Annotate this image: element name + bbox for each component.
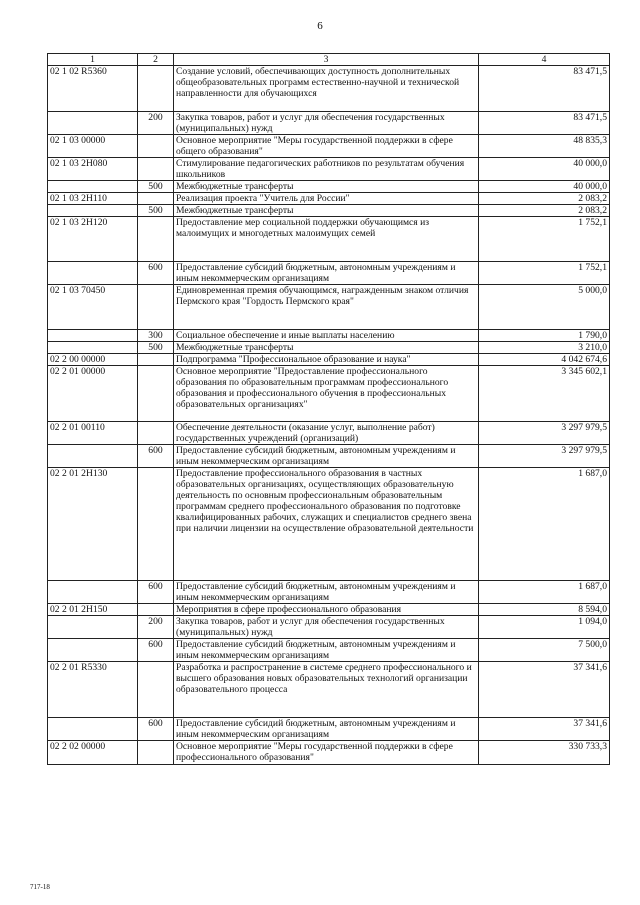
row-code: 02 1 02 R5360 bbox=[48, 66, 138, 112]
row-code bbox=[48, 112, 138, 135]
row-amount: 1 752,1 bbox=[479, 262, 610, 285]
footer-code: 717-18 bbox=[30, 883, 50, 891]
row-amount: 8 594,0 bbox=[479, 604, 610, 616]
table-row bbox=[48, 112, 610, 135]
row-name: Межбюджетные трансферты bbox=[174, 342, 479, 354]
column-header: 1 bbox=[48, 54, 138, 66]
row-amount: 2 083,2 bbox=[479, 193, 610, 205]
row-name: Стимулирование педагогических работников по результатам обучения школьников bbox=[174, 158, 479, 181]
row-code: 02 2 01 R5330 bbox=[48, 662, 138, 718]
table-row bbox=[48, 354, 610, 366]
table-row bbox=[48, 662, 610, 718]
table-row bbox=[48, 342, 610, 354]
row-expense-type bbox=[138, 66, 174, 112]
row-amount: 48 835,3 bbox=[479, 135, 610, 158]
row-expense-type: 600 bbox=[138, 581, 174, 604]
row-amount: 1 094,0 bbox=[479, 616, 610, 639]
row-amount: 83 471,5 bbox=[479, 66, 610, 112]
row-name: Основное мероприятие "Предоставление профессионального образования по образовательным программам профессионального образования и профессионального обучения в профессиональных образовательных организациях" bbox=[174, 366, 479, 422]
row-code: 02 2 01 00000 bbox=[48, 366, 138, 422]
row-expense-type: 500 bbox=[138, 342, 174, 354]
row-expense-type: 200 bbox=[138, 616, 174, 639]
row-name: Предоставление субсидий бюджетным, автономным учреждениям и иным некоммерческим организациям bbox=[174, 445, 479, 468]
table-row bbox=[48, 181, 610, 193]
row-code bbox=[48, 330, 138, 342]
row-name: Реализация проекта "Учитель для России" bbox=[174, 193, 479, 205]
table-row bbox=[48, 366, 610, 422]
budget-table bbox=[47, 53, 610, 765]
row-code: 02 2 01 2Н130 bbox=[48, 468, 138, 581]
row-amount: 37 341,6 bbox=[479, 718, 610, 741]
row-expense-type bbox=[138, 366, 174, 422]
row-name: Предоставление субсидий бюджетным, автономным учреждениям и иным некоммерческим организациям bbox=[174, 581, 479, 604]
row-amount: 7 500,0 bbox=[479, 639, 610, 662]
row-code bbox=[48, 639, 138, 662]
row-expense-type: 500 bbox=[138, 205, 174, 217]
row-amount: 1 790,0 bbox=[479, 330, 610, 342]
row-name: Подпрограмма "Профессиональное образование и наука" bbox=[174, 354, 479, 366]
page-number: 6 bbox=[317, 20, 323, 32]
row-code bbox=[48, 616, 138, 639]
row-code bbox=[48, 262, 138, 285]
row-expense-type: 200 bbox=[138, 112, 174, 135]
row-name: Обеспечение деятельности (оказание услуг, выполнение работ) государственных учреждений (организаций) bbox=[174, 422, 479, 445]
row-expense-type bbox=[138, 422, 174, 445]
table-row bbox=[48, 193, 610, 205]
table-row bbox=[48, 604, 610, 616]
table-row bbox=[48, 445, 610, 468]
row-expense-type bbox=[138, 217, 174, 262]
row-code bbox=[48, 581, 138, 604]
row-name: Межбюджетные трансферты bbox=[174, 181, 479, 193]
row-name: Создание условий, обеспечивающих доступность дополнительных общеобразовательных программ естественно-научной и технической направленности для обучающихся bbox=[174, 66, 479, 112]
row-expense-type: 600 bbox=[138, 262, 174, 285]
row-amount: 1 752,1 bbox=[479, 217, 610, 262]
row-amount: 37 341,6 bbox=[479, 662, 610, 718]
table-body bbox=[48, 66, 610, 765]
row-amount: 3 297 979,5 bbox=[479, 422, 610, 445]
row-code: 02 1 03 2Н120 bbox=[48, 217, 138, 262]
table-row bbox=[48, 330, 610, 342]
row-code: 02 1 03 2Н080 bbox=[48, 158, 138, 181]
row-expense-type bbox=[138, 158, 174, 181]
row-expense-type: 300 bbox=[138, 330, 174, 342]
row-code: 02 2 02 00000 bbox=[48, 741, 138, 765]
row-expense-type: 500 bbox=[138, 181, 174, 193]
row-name: Основное мероприятие "Меры государственной поддержки в сфере общего образования" bbox=[174, 135, 479, 158]
row-amount: 5 000,0 bbox=[479, 285, 610, 330]
row-code bbox=[48, 342, 138, 354]
row-name: Предоставление субсидий бюджетным, автономным учреждениям и иным некоммерческим организациям bbox=[174, 639, 479, 662]
table-row bbox=[48, 135, 610, 158]
row-amount: 40 000,0 bbox=[479, 181, 610, 193]
row-expense-type bbox=[138, 468, 174, 581]
row-name: Предоставление профессионального образования в частных образовательных организациях, осуществляющих образовательную деятельность по основным профессиональным образовательным программам среднего профессионального образования по подготовке квалифицированных рабочих, служащих и специалистов среднего звена при наличии лицензии на осуществление образовательной деятельности bbox=[174, 468, 479, 581]
row-name: Закупка товаров, работ и услуг для обеспечения государственных (муниципальных) нужд bbox=[174, 112, 479, 135]
row-name: Предоставление мер социальной поддержки обучающимся из малоимущих и многодетных малоимущих семей bbox=[174, 217, 479, 262]
table-row bbox=[48, 616, 610, 639]
row-expense-type bbox=[138, 354, 174, 366]
row-amount: 3 297 979,5 bbox=[479, 445, 610, 468]
row-name: Социальное обеспечение и иные выплаты населению bbox=[174, 330, 479, 342]
table-row bbox=[48, 718, 610, 741]
row-expense-type bbox=[138, 193, 174, 205]
row-name: Межбюджетные трансферты bbox=[174, 205, 479, 217]
row-code: 02 2 00 00000 bbox=[48, 354, 138, 366]
row-code bbox=[48, 205, 138, 217]
row-amount: 3 210,0 bbox=[479, 342, 610, 354]
row-expense-type: 600 bbox=[138, 445, 174, 468]
row-name: Предоставление субсидий бюджетным, автономным учреждениям и иным некоммерческим организациям bbox=[174, 262, 479, 285]
table-row bbox=[48, 468, 610, 581]
table-row bbox=[48, 285, 610, 330]
table-row bbox=[48, 158, 610, 181]
column-header: 4 bbox=[479, 54, 610, 66]
row-expense-type bbox=[138, 604, 174, 616]
table-row bbox=[48, 581, 610, 604]
column-header: 3 bbox=[174, 54, 479, 66]
table-row bbox=[48, 262, 610, 285]
table-row bbox=[48, 639, 610, 662]
row-amount: 83 471,5 bbox=[479, 112, 610, 135]
row-code: 02 1 03 00000 bbox=[48, 135, 138, 158]
row-code bbox=[48, 445, 138, 468]
row-code: 02 2 01 00110 bbox=[48, 422, 138, 445]
row-expense-type: 600 bbox=[138, 639, 174, 662]
row-amount: 40 000,0 bbox=[479, 158, 610, 181]
row-name: Основное мероприятие "Меры государственной поддержки в сфере профессионального образования" bbox=[174, 741, 479, 765]
row-name: Единовременная премия обучающимся, награжденным знаком отличия Пермского края "Гордость Пермского края" bbox=[174, 285, 479, 330]
table-header-row bbox=[48, 54, 610, 66]
row-amount: 3 345 602,1 bbox=[479, 366, 610, 422]
table-row bbox=[48, 741, 610, 765]
row-amount: 1 687,0 bbox=[479, 468, 610, 581]
row-expense-type bbox=[138, 741, 174, 765]
row-code bbox=[48, 718, 138, 741]
row-expense-type: 600 bbox=[138, 718, 174, 741]
row-amount: 2 083,2 bbox=[479, 205, 610, 217]
table-row bbox=[48, 217, 610, 262]
row-expense-type bbox=[138, 662, 174, 718]
column-header: 2 bbox=[138, 54, 174, 66]
row-name: Предоставление субсидий бюджетным, автономным учреждениям и иным некоммерческим организациям bbox=[174, 718, 479, 741]
row-code: 02 2 01 2Н150 bbox=[48, 604, 138, 616]
row-code: 02 1 03 2Н110 bbox=[48, 193, 138, 205]
row-expense-type bbox=[138, 285, 174, 330]
row-amount: 330 733,3 bbox=[479, 741, 610, 765]
row-amount: 4 042 674,6 bbox=[479, 354, 610, 366]
row-expense-type bbox=[138, 135, 174, 158]
table-row bbox=[48, 66, 610, 112]
row-code bbox=[48, 181, 138, 193]
table-row bbox=[48, 422, 610, 445]
table-row bbox=[48, 205, 610, 217]
row-amount: 1 687,0 bbox=[479, 581, 610, 604]
row-name: Разработка и распространение в системе среднего профессионального и высшего образования новых образовательных технологий организации образовательного процесса bbox=[174, 662, 479, 718]
row-name: Закупка товаров, работ и услуг для обеспечения государственных (муниципальных) нужд bbox=[174, 616, 479, 639]
row-code: 02 1 03 70450 bbox=[48, 285, 138, 330]
row-name: Мероприятия в сфере профессионального образования bbox=[174, 604, 479, 616]
